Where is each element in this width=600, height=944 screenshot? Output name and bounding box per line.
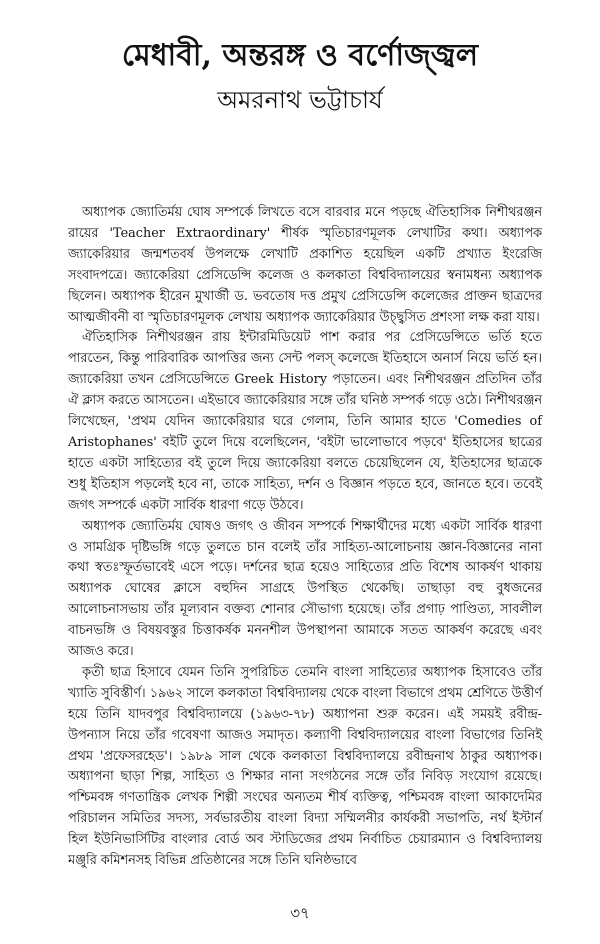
page-number: ৩৭ [290,904,310,922]
paragraph-2: ঐতিহাসিক নিশীথরঞ্জন রায় ইন্টারমিডিয়েট পাশ করার পর প্রেসিডেন্সিতে ভর্তি হতে পারতেন, কিন্তু পারিবারিক আপত্তির জন্য সেন্ট পলস্ কলেজে ইতিহাসে অনার্স নিয়ে ভর্তি হন। জ্যাকেরিয়া তখন প্রেসিডেন্সিতে Greek History পড়াতেন। এবং নিশীথরঞ্জন প্রতিদিন তাঁর ঐ ক্লাস করতে আসতেন। এইভাবে জ্যাকেরিয়ার সঙ্গে তাঁর ঘনিষ্ঠ সম্পর্ক গড়ে ওঠে। নিশীথরঞ্জন লিখেছেন, 'প্রথম যেদিন জ্যাকেরিয়ার ঘরে গেলাম, তিনি আমার হাতে 'Comedies of Aristophanes' বইটি তুলে দিয়ে বলেছিলেন, 'বইটা ভালোভাবে পড়বে' ইতিহাসের ছাত্রের হাতে একটা সাহিত্যের বই তুলে দিয়ে জ্যাকেরিয়া বলতে চেয়েছিলেন যে, ইতিহাসের ছাত্রকে শুধু ইতিহাস পড়লেই হবে না, তাকে সাহিত্য, দর্শন ও বিজ্ঞান পড়তে হবে, জানতে হবে। তবেই জগৎ সম্পর্কে একটা সার্বিক ধারণা গড়ে উঠবে। [68,330,542,513]
paragraph-4: কৃতী ছাত্র হিসাবে যেমন তিনি সুপরিচিত তেমনি বাংলা সাহিত্যের অধ্যাপক হিসাবেও তাঁর খ্যাতি সুবিস্তীর্ণ। ১৯৬২ সালে কলকাতা বিশ্ববিদ্যালয় থেকে বাংলা বিভাগে প্রথম শ্রেণিতে উত্তীর্ণ হয়ে তিনি যাদবপুর বিশ্ববিদ্যালয়ে (১৯৬৩-৭৮) অধ্যাপনা শুরু করেন। এই সময়ই রবীন্দ্র-উপন্যাস নিয়ে তাঁর গবেষণা আজও সমাদৃত। কল্যাণী বিশ্ববিদ্যালয়ের বাংলা বিভাগের তিনিই প্রথম 'প্রফেসরহেড'। ১৯৮৯ সাল থেকে কলকাতা বিশ্ববিদ্যালয়ে রবীন্দ্রনাথ ঠাকুর অধ্যাপক। অধ্যাপনা ছাড়া শিল্প, সাহিত্য ও শিক্ষার নানা সংগঠনের সঙ্গে তাঁর নিবিড় সংযোগ রয়েছে। পশ্চিমবঙ্গ গণতান্ত্রিক লেখক শিল্পী সংঘের অন্যতম শীর্ষ ব্যক্তিত্ব, পশ্চিমবঙ্গ বাংলা আকাদেমির পরিচালন সমিতির সদস্য, সর্বভারতীয় বাংলা বিদ্যা সম্মিলনীর কার্যকরী সভাপতি, নর্থ ইস্টার্ন হিল ইউনিভার্সিটির বাংলার বোর্ড অব স্টাডিজের প্রথম নির্বাচিত চেয়ারম্যান ও বিশ্ববিদ্যালয় মঞ্জুরি কমিশনসহ বিভিন্ন প্রতিষ্ঠানের সঙ্গে তিনি ঘনিষ্ঠভাবে [68,664,542,869]
article-author: অমরনাথ ভট্টাচার্য [217,86,383,114]
article-body [68,203,542,872]
paragraph-1: অধ্যাপক জ্যোতির্ময় ঘোষ সম্পর্কে লিখতে বসে বারবার মনে পড়ছে ঐতিহাসিক নিশীথরঞ্জন রায়ের 'Teacher Extraordinary' শীর্ষক স্মৃতিচারণমূলক লেখাটির কথা। অধ্যাপক জ্যাকেরিয়ার জন্মশতবর্ষ উপলক্ষে লেখাটি প্রকাশিত হয়েছিল একটি প্রখ্যাত ইংরেজি সংবাদপত্রে। জ্যাকেরিয়া প্রেসিডেন্সি কলেজ ও কলকাতা বিশ্ববিদ্যালয়ের স্বনামধন্য অধ্যাপক ছিলেন। অধ্যাপক হীরেন মুখার্জী ড. ভবতোষ দত্ত প্রমুখ প্রেসিডেন্সি কলেজের প্রাক্তন ছাত্রদের আত্মজীবনী বা স্মৃতিচারণমূলক লেখায় অধ্যাপক জ্যাকেরিয়ার উচ্ছ্বসিত প্রশংসা লক্ষ করা যায়। [68,205,542,325]
paragraph-3: অধ্যাপক জ্যোতির্ময় ঘোষও জগৎ ও জীবন সম্পর্কে শিক্ষার্থীদের মধ্যে একটা সার্বিক ধারণা ও সামগ্রিক দৃষ্টিভঙ্গি গড়ে তুলতে চান বলেই তাঁর সাহিত্য-আলোচনায় জ্ঞান-বিজ্ঞানের নানা কথা স্বতঃস্ফূর্তভাবেই এসে পড়ে। দর্শনের ছাত্র হয়েও সাহিত্যের প্রতি বিশেষ আকর্ষণ থাকায় অধ্যাপক ঘোষের ক্লাসে বহুদিন সাগ্রহে উপস্থিত থেকেছি। তাছাড়া বহু বুধজনের আলোচনাসভায় তাঁর মূল্যবান বক্তব্য শোনার সৌভাগ্য হয়েছে। তাঁর প্রগাঢ় পাণ্ডিত্য, সাবলীল বাচনভঙ্গি ও বিষয়বস্তুর চিত্তাকর্ষক মননশীল উপস্থাপনা আমাকে সতত আকর্ষণ করেছে এবং আজও করে। [68,518,542,660]
article-title: মেধাবী, অন্তরঙ্গ ও বর্ণোজ্জ্বল [121,38,479,73]
